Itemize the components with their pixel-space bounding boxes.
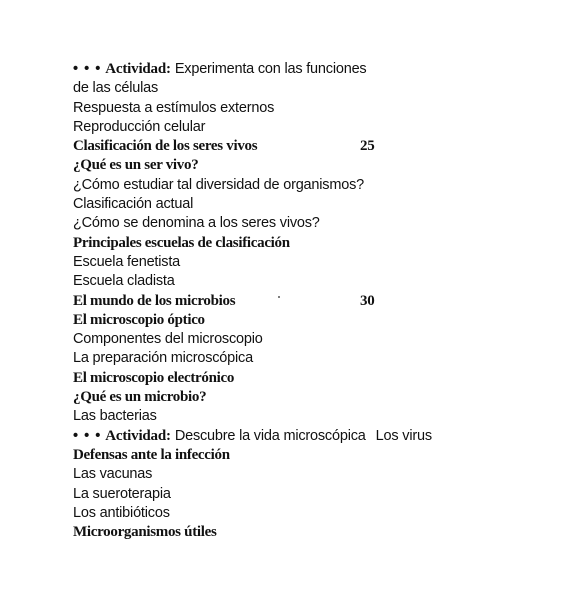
toc-item (73, 349, 543, 368)
toc-section-title: Clasificación de los seres vivos (73, 138, 258, 155)
toc-item-label: Escuela fenetista (73, 253, 181, 270)
toc-section (73, 137, 543, 156)
toc-item (73, 253, 543, 272)
toc-heading-label: El microscopio óptico (73, 311, 205, 328)
toc-item-label: La preparación microscópica (73, 350, 253, 367)
toc-item (73, 214, 543, 233)
toc-activity-entry (73, 60, 543, 79)
toc-item (73, 504, 543, 523)
bullet-dots: • • • (73, 427, 102, 444)
bullet-dots: • • • (73, 61, 102, 77)
toc-heading (73, 523, 543, 542)
toc-activity-entry (73, 427, 543, 446)
toc-item (73, 176, 543, 195)
toc-item-label: Los virus (375, 427, 432, 444)
toc-heading (73, 369, 543, 388)
toc-item (73, 465, 543, 484)
toc-item (73, 272, 543, 291)
toc-item (73, 485, 543, 504)
toc-heading-label: Defensas ante la infección (73, 446, 230, 463)
toc-heading (73, 388, 543, 407)
toc-activity-continuation (73, 79, 543, 98)
toc-item-label: Componentes del microscopio (73, 331, 263, 348)
toc-item (73, 195, 543, 214)
toc-section-title: El mundo de los microbios (73, 292, 236, 309)
toc-item-label: Clasificación actual (73, 196, 194, 213)
toc-item-label: Reproducción celular (73, 118, 206, 135)
table-of-contents (73, 60, 543, 542)
toc-heading (73, 311, 543, 330)
toc-item (73, 118, 543, 137)
toc-item-label: ¿Cómo se denomina a los seres vivos? (73, 215, 320, 232)
activity-label: Actividad: (105, 61, 171, 77)
toc-page-number: 25 (360, 138, 375, 155)
toc-heading-label: Principales escuelas de clasificación (73, 234, 290, 251)
toc-heading (73, 156, 543, 175)
activity-text: Experimenta con las funciones (174, 61, 367, 77)
activity-text: Descubre la vida microscópica (174, 427, 366, 444)
toc-section (73, 292, 543, 311)
toc-item-label: Escuela cladista (73, 273, 175, 290)
toc-heading-label: ¿Qué es un ser vivo? (73, 157, 199, 174)
toc-heading (73, 446, 543, 465)
activity-label: Actividad: (105, 427, 171, 444)
toc-heading (73, 234, 543, 253)
toc-item (73, 407, 543, 426)
toc-item-label: Las bacterias (73, 408, 157, 425)
toc-heading-label: ¿Qué es un microbio? (73, 389, 207, 406)
toc-item-label: Respuesta a estímulos externos (73, 99, 275, 116)
toc-page-number: 30 (360, 292, 375, 309)
activity-text-continued: de las células (73, 80, 159, 97)
toc-item (73, 99, 543, 118)
toc-item-label: La sueroterapia (73, 485, 171, 502)
toc-item-label: Las vacunas (73, 466, 153, 483)
toc-item-label: ¿Cómo estudiar tal diversidad de organismos? (73, 176, 365, 193)
toc-heading-label: Microorganismos útiles (73, 524, 217, 541)
toc-item (73, 330, 543, 349)
toc-item-label: Los antibióticos (73, 504, 170, 521)
toc-heading-label: El microscopio electrónico (73, 369, 235, 386)
speck-mark (278, 296, 280, 298)
